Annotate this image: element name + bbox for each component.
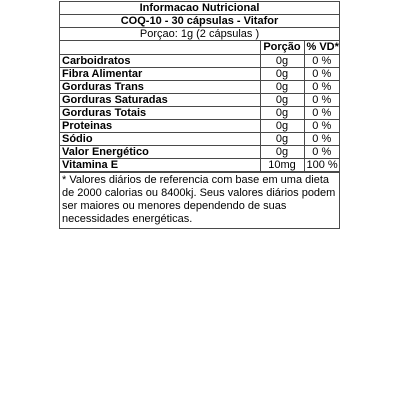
nutrient-dv: 0 %: [304, 54, 339, 67]
column-header-amount: Porção: [260, 41, 304, 54]
nutrient-name: Sódio: [60, 132, 260, 145]
nutrient-dv: 0 %: [304, 145, 339, 158]
nutrient-dv: 0 %: [304, 80, 339, 93]
nutrient-amount: 0g: [260, 67, 304, 80]
nutrient-amount: 0g: [260, 106, 304, 119]
nutrient-name: Gorduras Trans: [60, 80, 260, 93]
table-row: [60, 145, 339, 158]
nutrient-dv: 0 %: [304, 67, 339, 80]
table-row: [60, 67, 339, 80]
nutrition-facts-panel: [59, 1, 340, 229]
nutrient-name: Fibra Alimentar: [60, 67, 260, 80]
daily-values-footnote: * Valores diários de referencia com base em uma dieta de 2000 calorias ou 8400kj. Seus valores diários podem ser maiores ou menores dependendo de suas necessidades energéticas.: [60, 172, 339, 228]
nutrient-name: Proteinas: [60, 119, 260, 132]
table-row: [60, 93, 339, 106]
nutrient-dv: 100 %: [304, 158, 339, 171]
table-header-row: [60, 41, 339, 54]
column-header-name: [60, 41, 260, 54]
nutrient-name: Gorduras Saturadas: [60, 93, 260, 106]
table-row: [60, 106, 339, 119]
nutrient-name: Carboidratos: [60, 54, 260, 67]
nutrient-dv: 0 %: [304, 106, 339, 119]
table-row: [60, 54, 339, 67]
table-row: [60, 158, 339, 171]
column-header-dv: % VD*: [304, 41, 339, 54]
nutrient-amount: 0g: [260, 132, 304, 145]
nutrient-name: Vitamina E: [60, 158, 260, 171]
nutrient-amount: 0g: [260, 145, 304, 158]
nutrient-name: Valor Energético: [60, 145, 260, 158]
table-row: [60, 132, 339, 145]
nutrient-amount: 10mg: [260, 158, 304, 171]
nutrient-amount: 0g: [260, 80, 304, 93]
nutrient-dv: 0 %: [304, 132, 339, 145]
label-title: Informacao Nutricional: [60, 2, 339, 15]
nutrient-name: Gorduras Totais: [60, 106, 260, 119]
nutrient-dv: 0 %: [304, 119, 339, 132]
serving-size: Porçao: 1g (2 cápsulas ): [60, 28, 339, 41]
table-row: [60, 80, 339, 93]
nutrient-dv: 0 %: [304, 93, 339, 106]
nutrient-amount: 0g: [260, 119, 304, 132]
nutrient-amount: 0g: [260, 93, 304, 106]
table-row: [60, 119, 339, 132]
product-name: COQ-10 - 30 cápsulas - Vitafor: [60, 15, 339, 28]
nutrition-table: [60, 41, 339, 172]
nutrient-amount: 0g: [260, 54, 304, 67]
